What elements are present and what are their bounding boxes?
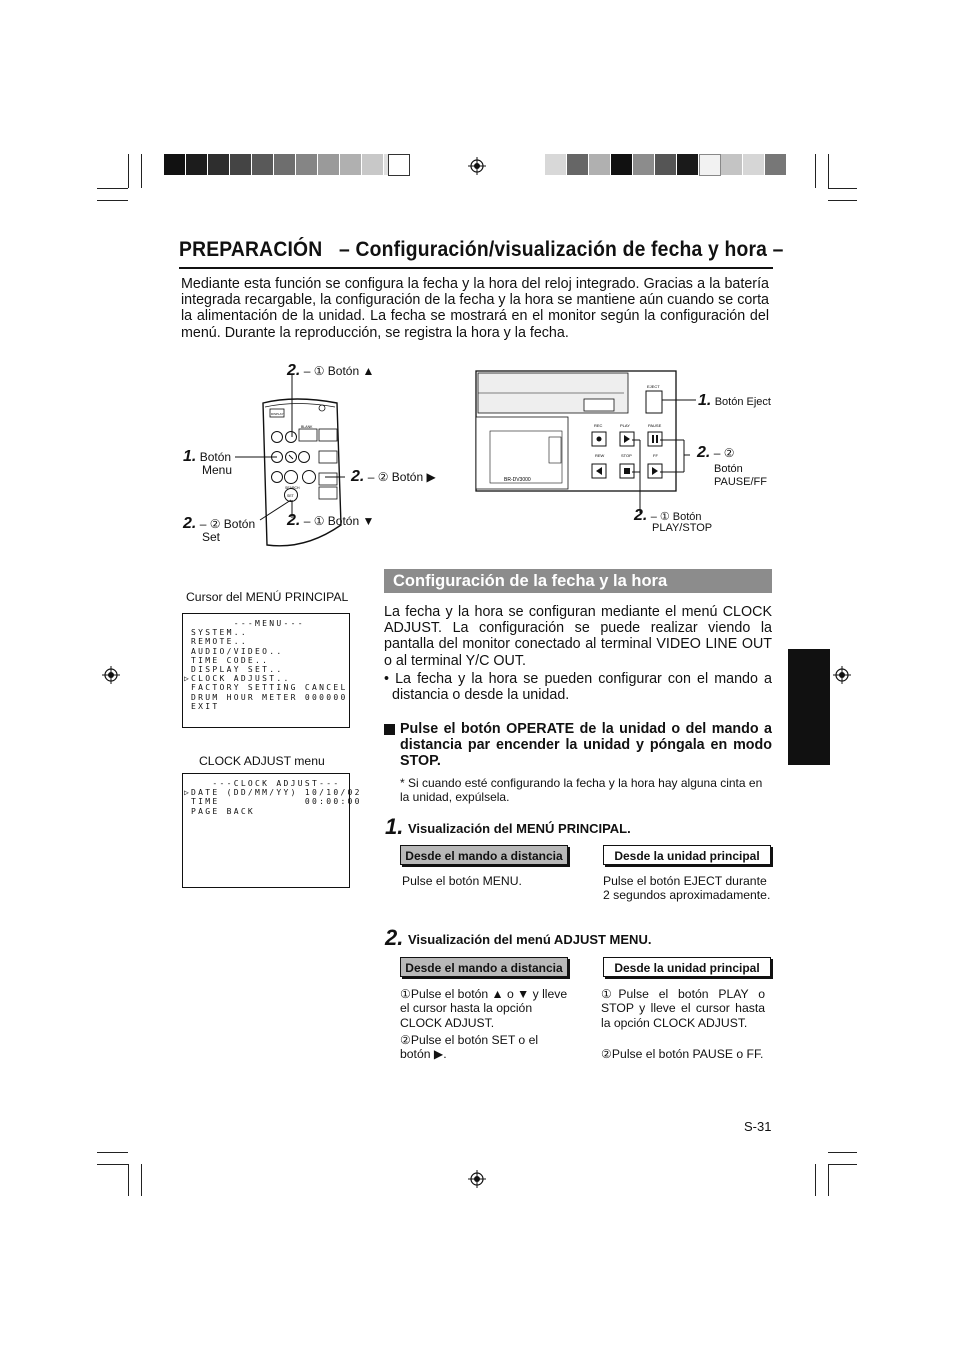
step2-remote-1: ①Pulse el botón ▲ o ▼ y lleve el cursor hasta la opción CLOCK ADJUST. [400,987,568,1030]
crop-mark [828,188,857,189]
page-title [179,238,784,262]
crop-mark [828,200,857,201]
menu-line: CLOCK ADJUST.. [191,674,291,684]
callout-right-button: 2. – ② Botón ▶ [351,468,436,485]
callout-menu-button: 1. Botón [183,448,232,465]
deck-key-stop: STOP [621,453,632,458]
menu-line: REMOTE.. [191,637,248,647]
deck-key-rec: REC [594,423,603,428]
remote-key-search: SEARCH [285,486,300,490]
menu-line: FACTORY SETTING CANCEL [191,683,348,693]
clock-cursor-icon: ▷ [184,788,192,797]
step1-remote-text: Pulse el botón MENU. [402,874,522,888]
remote-key-display: DISPLAY [271,412,284,416]
crop-mark [128,154,129,188]
main-menu-screen [182,613,350,728]
chapter-tab [788,649,830,765]
deck-callout-lines [600,395,710,515]
callout-set-button: 2. – ② Botón [183,515,256,532]
callout-play-stop-label: PLAY/STOP [652,522,713,534]
crop-mark [815,1164,816,1196]
crop-mark [815,154,816,188]
crop-mark [828,1164,829,1196]
deck-key-eject: EJECT [647,384,660,389]
clock-screen-caption: CLOCK ADJUST menu [199,754,325,768]
tape-note: * Si cuando esté configurando la fecha y la hora hay alguna cinta en la unidad, expúlsela. [400,776,763,805]
callout-play-stop: 2. – ① Botón [634,507,702,524]
menu-screen-caption: Cursor del MENÚ PRINCIPAL [186,590,349,604]
registration-mark-icon [468,157,486,175]
menu-line: ---MENU--- [191,619,305,628]
callout-pause-ff-label: Botón [714,463,743,475]
section-paragraph: La fecha y la hora se configuran mediante el menú CLOCK ADJUST. La configuración se puede realizar viendo la pantalla del monitor conectado al terminal VIDEO LINE OUT o al terminal Y/C OUT. [384,604,772,669]
menu-line: DISPLAY SET.. [191,665,284,675]
clock-line: PAGE BACK [191,806,256,816]
remote-key-set: SET [287,494,294,498]
callout-set-label: Set [202,530,221,544]
crop-mark [828,1152,857,1153]
clock-line: DATE (DD/MM/YY) 10/10/02 [191,788,362,798]
operate-instruction: Pulse el botón OPERATE de la unidad o del mando a distancia par encender la unidad y póngala en modo STOP. [400,721,772,770]
square-bullet-icon [384,724,395,735]
page-number: S-31 [744,1119,772,1134]
section-heading: Configuración de la fecha y la hora [384,569,772,593]
callout-pause-ff: 2. – ② [697,444,735,461]
crop-mark [828,154,829,188]
crop-mark [97,1152,128,1153]
callout-up-button: 2. – ① Botón ▲ [287,362,375,379]
remote-key-blank: BLANK [301,425,313,429]
menu-line: DRUM HOUR METER 000000 [191,692,348,702]
step2-unit-label: Desde la unidad principal [603,957,771,977]
section-label: PREPARACIÓN [179,238,323,261]
crop-mark [97,188,128,189]
callout-eject-button: 1. Botón Eject [698,392,771,409]
crop-mark [97,200,128,201]
registration-mark-icon [102,666,120,684]
intro-paragraph: Mediante esta función se configura la fecha y la hora del reloj integrado. Gracias a la batería integrada recargable, la configuración de la fecha y la hora se mantiene aún cuando se corta la alimentación de la unidad. La fecha se mostrará en el monitor según la configuración del menú. Durante la reproducción, se registra la hora y la fecha. [181,276,769,341]
step2-remote-2: ②Pulse el botón SET o el botón ▶. [400,1033,539,1062]
callout-menu-label: Menu [202,463,233,477]
crop-mark [141,1164,142,1196]
step1-unit-label: Desde la unidad principal [603,845,771,865]
menu-line: TIME CODE.. [191,655,270,665]
step1-unit-text: Pulse el botón EJECT durante 2 segundos aproximadamente. [603,874,771,903]
step2-remote-label: Desde el mando a distancia [400,957,568,977]
deck-model: BR-DV3000 [504,477,531,483]
step1-remote-label: Desde el mando a distancia [400,845,568,865]
title-text: – Configuración/visualización de fecha y hora – [339,238,784,261]
menu-line: AUDIO/VIDEO.. [191,646,284,656]
crop-mark [128,1164,129,1196]
step1-title: Visualización del MENÚ PRINCIPAL. [408,821,631,836]
clock-line: ---CLOCK ADJUST--- [191,779,341,788]
menu-cursor-icon: ▷ [184,674,192,683]
registration-mark-icon [468,1170,486,1188]
menu-line: EXIT [191,701,220,711]
deck-key-pause: PAUSE [648,423,662,428]
title-underline [179,267,773,269]
step2-title: Visualización del menú ADJUST MENU. [408,932,652,947]
deck-key-play: PLAY [620,423,630,428]
crop-mark [141,154,142,188]
callout-pause-ff-label2: PAUSE/FF [714,476,767,488]
menu-line: SYSTEM.. [191,628,248,638]
crop-mark [828,1164,857,1165]
section-bullet: • La fecha y la hora se pueden configurar con el mando a distancia o desde la unidad. [384,671,772,704]
clock-adjust-screen [182,773,362,888]
step2-unit-2: ②Pulse el botón PAUSE o FF. [601,1047,764,1061]
step1-number: 1. [385,814,404,839]
callout-down-button: 2. – ① Botón ▼ [287,512,375,529]
crop-mark [97,1164,128,1165]
clock-line: TIME 00:00:00 [191,797,362,807]
step2-number: 2. [385,925,404,950]
deck-key-rew: REW [595,453,605,458]
step2-unit-1: ①Pulse el botón PLAY o STOP y lleve el cursor hasta la opción CLOCK ADJUST. [601,987,765,1030]
registration-mark-icon [833,666,851,684]
deck-key-ff: FF [653,453,658,458]
